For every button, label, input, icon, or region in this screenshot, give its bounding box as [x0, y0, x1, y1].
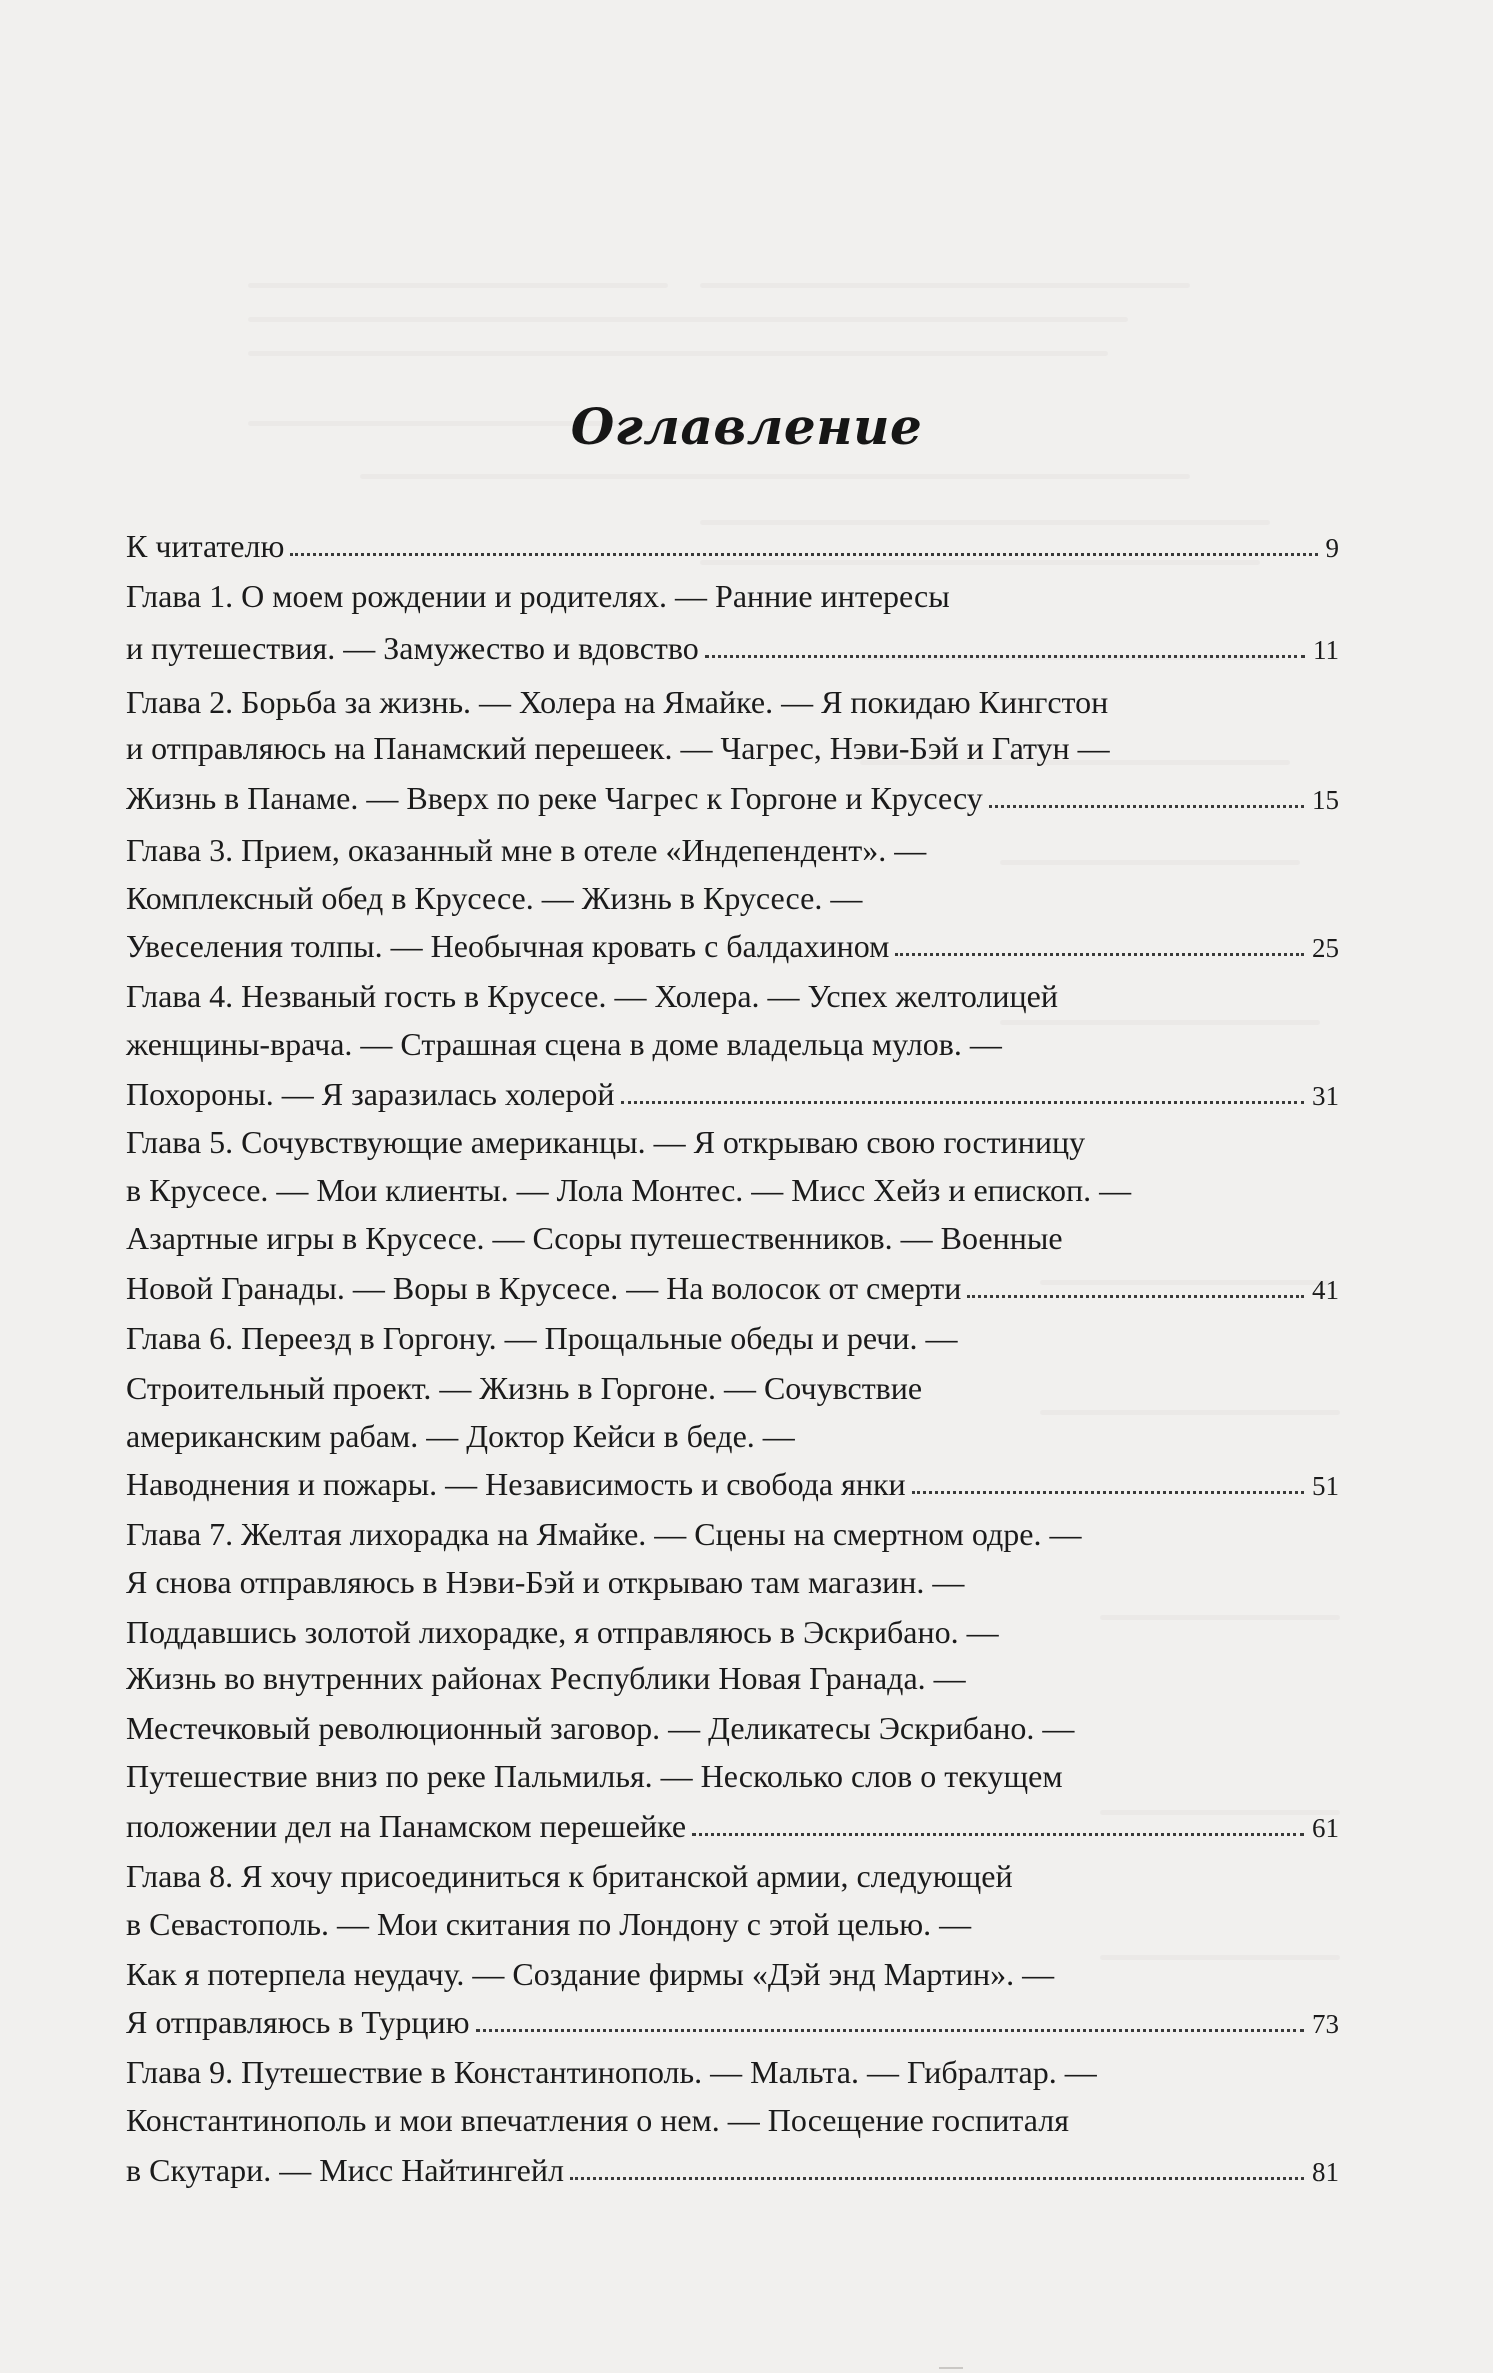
- toc-entry-line: Глава 1. О моем рождении и родителях. — Ранние интересы: [126, 578, 950, 614]
- bleed-through-line: [1040, 1410, 1340, 1415]
- page-mark: [939, 2367, 963, 2369]
- toc-entry-line: Я снова отправляюсь в Нэви-Бэй и открываю там магазин. —: [126, 1564, 965, 1600]
- dot-leader: [967, 1295, 1304, 1298]
- toc-entry-text: и путешествия. — Замужество и вдовство: [126, 630, 699, 666]
- bleed-through-line: [1000, 1020, 1320, 1025]
- toc-entry-line: Глава 2. Борьба за жизнь. — Холера на Ямайке. — Я покидаю Кингстон: [126, 684, 1109, 720]
- page-number: 73: [1312, 2009, 1339, 2039]
- toc-entry-line: женщины-врача. — Страшная сцена в доме владельца мулов. —: [126, 1026, 1002, 1062]
- toc-entry-line: Поддавшись золотой лихорадке, я отправляюсь в Эскрибано. —: [126, 1614, 999, 1650]
- bleed-through-line: [248, 351, 1108, 356]
- toc-entry-final-line: [126, 1466, 1339, 1502]
- toc-entry-line: в Севастополь. — Мои скитания по Лондону с этой целью. —: [126, 1906, 972, 1942]
- toc-entry-line: Глава 9. Путешествие в Константинополь. — Мальта. — Гибралтар. —: [126, 2054, 1097, 2090]
- bleed-through-line: [700, 520, 1270, 525]
- toc-entry-final-line: [126, 2004, 1339, 2040]
- page-number: 41: [1312, 1275, 1339, 1305]
- dot-leader: [895, 953, 1304, 956]
- dot-leader: [692, 1833, 1304, 1836]
- toc-entry-line: Комплексный обед в Крусесе. — Жизнь в Крусесе. —: [126, 880, 863, 916]
- bleed-through-line: [700, 283, 1190, 288]
- toc-entry-line: Путешествие вниз по реке Пальмилья. — Несколько слов о текущем: [126, 1758, 1063, 1794]
- page-title: Оглавление: [570, 397, 923, 456]
- toc-entry-line: Как я потерпела неудачу. — Создание фирмы «Дэй энд Мартин». —: [126, 1956, 1055, 1992]
- page-number: 31: [1312, 1081, 1339, 1111]
- toc-entry-line: Местечковый революционный заговор. — Деликатесы Эскрибано. —: [126, 1710, 1075, 1746]
- toc-entry-text: в Скутари. — Мисс Найтингейл: [126, 2152, 564, 2188]
- toc-entry-line: американским рабам. — Доктор Кейси в беде. —: [126, 1418, 795, 1454]
- toc-entry-line: Строительный проект. — Жизнь в Горгоне. — Сочувствие: [126, 1370, 923, 1406]
- toc-entry-text: Увеселения толпы. — Необычная кровать с балдахином: [126, 928, 890, 964]
- page-number: 11: [1313, 635, 1339, 665]
- toc-entry-text: Новой Гранады. — Воры в Крусесе. — На волосок от смерти: [126, 1270, 962, 1306]
- toc-entry-text: Жизнь в Панаме. — Вверх по реке Чагрес к Горгоне и Крусесу: [126, 780, 983, 816]
- toc-entry-final-line: [126, 1270, 1339, 1306]
- page-number: 15: [1312, 785, 1339, 815]
- toc-entry-final-line: [126, 528, 1339, 564]
- toc-entry-text: положении дел на Панамском перешейке: [126, 1808, 687, 1844]
- toc-entry-final-line: [126, 1808, 1339, 1844]
- bleed-through-line: [360, 474, 1190, 479]
- page-number: 61: [1312, 1813, 1339, 1843]
- dot-leader: [290, 553, 1317, 556]
- dot-leader: [621, 1101, 1305, 1104]
- dot-leader: [912, 1491, 1304, 1494]
- toc-entry-text: Наводнения и пожары. — Независимость и свобода янки: [126, 1466, 906, 1502]
- toc-entry-final-line: [126, 780, 1339, 816]
- toc-entry-final-line: [126, 1076, 1339, 1112]
- page-number: 25: [1312, 933, 1339, 963]
- toc-entry-line: Константинополь и мои впечатления о нем. — Посещение госпиталя: [126, 2102, 1069, 2138]
- toc-entry-final-line: [126, 2152, 1339, 2188]
- dot-leader: [570, 2177, 1304, 2180]
- toc-entry-line: в Крусесе. — Мои клиенты. — Лола Монтес. — Мисс Хейз и епископ. —: [126, 1172, 1132, 1208]
- toc-entry-line: Глава 8. Я хочу присоединиться к британской армии, следующей: [126, 1858, 1013, 1894]
- toc-entry-line: Глава 6. Переезд в Горгону. — Прощальные обеды и речи. —: [126, 1320, 958, 1356]
- bleed-through-line: [248, 283, 668, 288]
- toc-entry-line: Глава 5. Сочувствующие американцы. — Я открываю свою гостиницу: [126, 1124, 1086, 1160]
- dot-leader: [989, 805, 1304, 808]
- toc-entry-line: Жизнь во внутренних районах Республики Новая Гранада. —: [126, 1660, 966, 1696]
- toc-entry-line: Глава 4. Незваный гость в Крусесе. — Холера. — Успех желтолицей: [126, 978, 1058, 1014]
- toc-entry-text: К читателю: [126, 528, 285, 564]
- toc-entry-line: Глава 3. Прием, оказанный мне в отеле «Индепендент». —: [126, 832, 927, 868]
- page-number: 9: [1325, 533, 1339, 563]
- dot-leader: [705, 655, 1305, 658]
- toc-entry-line: и отправляюсь на Панамский перешеек. — Чагрес, Нэви-Бэй и Гатун —: [126, 730, 1110, 766]
- page-number: 51: [1312, 1471, 1339, 1501]
- toc-entry-line: Азартные игры в Крусесе. — Ссоры путешественников. — Военные: [126, 1220, 1063, 1256]
- toc-entry-text: Похороны. — Я заразилась холерой: [126, 1076, 615, 1112]
- toc-entry-final-line: [126, 928, 1339, 964]
- toc-entry-final-line: [126, 630, 1339, 666]
- bleed-through-line: [248, 317, 1128, 322]
- toc-entry-line: Глава 7. Желтая лихорадка на Ямайке. — Сцены на смертном одре. —: [126, 1516, 1082, 1552]
- page-number: 81: [1312, 2157, 1339, 2187]
- dot-leader: [476, 2029, 1304, 2032]
- toc-entry-text: Я отправляюсь в Турцию: [126, 2004, 470, 2040]
